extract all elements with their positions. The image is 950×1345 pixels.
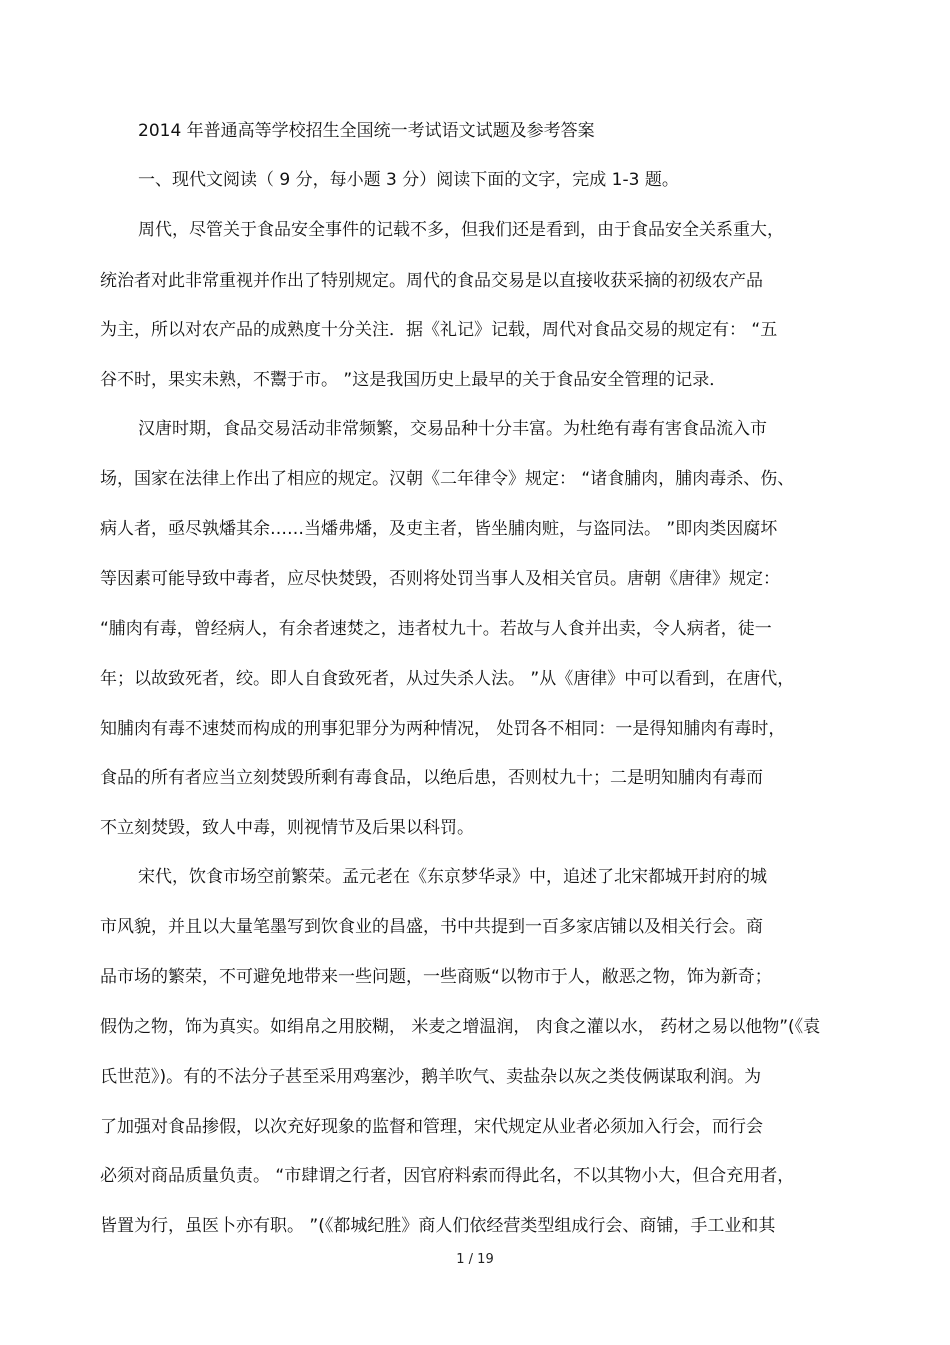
paragraph-line: 为主，所以对农产品的成熟度十分关注．据《礼记》记载，周代对食品交易的规定有： “五 [100, 320, 778, 340]
paragraph-line: 市风貌，并且以大量笔墨写到饮食业的昌盛，书中共提到一百多家店铺以及相关行会。商 [100, 917, 763, 937]
paragraph-line: 病人者，亟尽孰燔其余……当燔弗燔，及吏主者，皆坐脯肉赃，与盗同法。 ”即肉类因腐坏 [100, 519, 778, 539]
paragraph-line: 场，国家在法律上作出了相应的规定。汉朝《二年律令》规定： “诸食脯肉，脯肉毒杀、伤、 [100, 469, 795, 489]
paragraph-line: 年；以故致死者，绞。即人自食致死者，从过失杀人法。 ”从《唐律》中可以看到，在唐代， [100, 669, 795, 689]
paragraph-line: 皆置为行，虽医卜亦有职。 ”(《都城纪胜》商人们依经营类型组成行会、商铺，手工业和其 [100, 1216, 776, 1236]
paragraph-line: “脯肉有毒，曾经病人，有余者速焚之，违者杖九十。若故与人食并出卖，令人病者，徒一 [100, 619, 772, 639]
paragraph-line: 宋代，饮食市场空前繁荣。孟元老在《东京梦华录》中，追述了北宋都城开封府的城 [138, 867, 767, 887]
paragraph-line: 统治者对此非常重视并作出了特别规定。周代的食品交易是以直接收获采摘的初级农产品 [100, 271, 763, 291]
paragraph-line: 周代，尽管关于食品安全事件的记载不多，但我们还是看到，由于食品安全关系重大， [138, 220, 784, 240]
section-heading: 一、现代文阅读（ 9 分，每小题 3 分）阅读下面的文字，完成 1-3 题。 [138, 170, 679, 190]
paragraph-line: 知脯肉有毒不速焚而构成的刑事犯罪分为两种情况， 处罚各不相同：一是得知脯肉有毒时， [100, 719, 786, 739]
page-number: 1 / 19 [456, 1252, 494, 1267]
document-title: 2014 年普通高等学校招生全国统一考试语文试题及参考答案 [138, 121, 595, 141]
paragraph-line: 了加强对食品掺假，以次充好现象的监督和管理，宋代规定从业者必须加入行会，而行会 [100, 1117, 763, 1137]
paragraph-line: 假伪之物，饰为真实。如绢帛之用胶糊， 米麦之增温润， 肉食之灌以水， 药材之易以他物”(《袁 [100, 1017, 821, 1037]
paragraph-line: 不立刻焚毁，致人中毒，则视情节及后果以科罚。 [100, 818, 474, 838]
paragraph-line: 等因素可能导致中毒者，应尽快焚毁，否则将处罚当事人及相关官员。唐朝《唐律》规定： [100, 569, 780, 589]
paragraph-line: 汉唐时期，食品交易活动非常频繁，交易品种十分丰富。为杜绝有毒有害食品流入市 [138, 419, 767, 439]
paragraph-line: 氏世范》)。有的不法分子甚至采用鸡塞沙，鹅羊吹气、卖盐杂以灰之类伎俩谋取利润。为 [100, 1067, 762, 1087]
paragraph-line: 必须对商品质量负责。 “市肆谓之行者，因官府料索而得此名，不以其物小大，但合充用者， [100, 1166, 795, 1186]
paragraph-line: 食品的所有者应当立刻焚毁所剩有毒食品，以绝后患，否则杖九十；二是明知脯肉有毒而 [100, 768, 763, 788]
paragraph-line: 谷不时，果实未熟，不鬻于市。 ”这是我国历史上最早的关于食品安全管理的记录． [100, 370, 727, 390]
paragraph-line: 品市场的繁荣，不可避免地带来一些问题，一些商贩“以物市于人，敝恶之物，饰为新奇； [100, 967, 772, 987]
